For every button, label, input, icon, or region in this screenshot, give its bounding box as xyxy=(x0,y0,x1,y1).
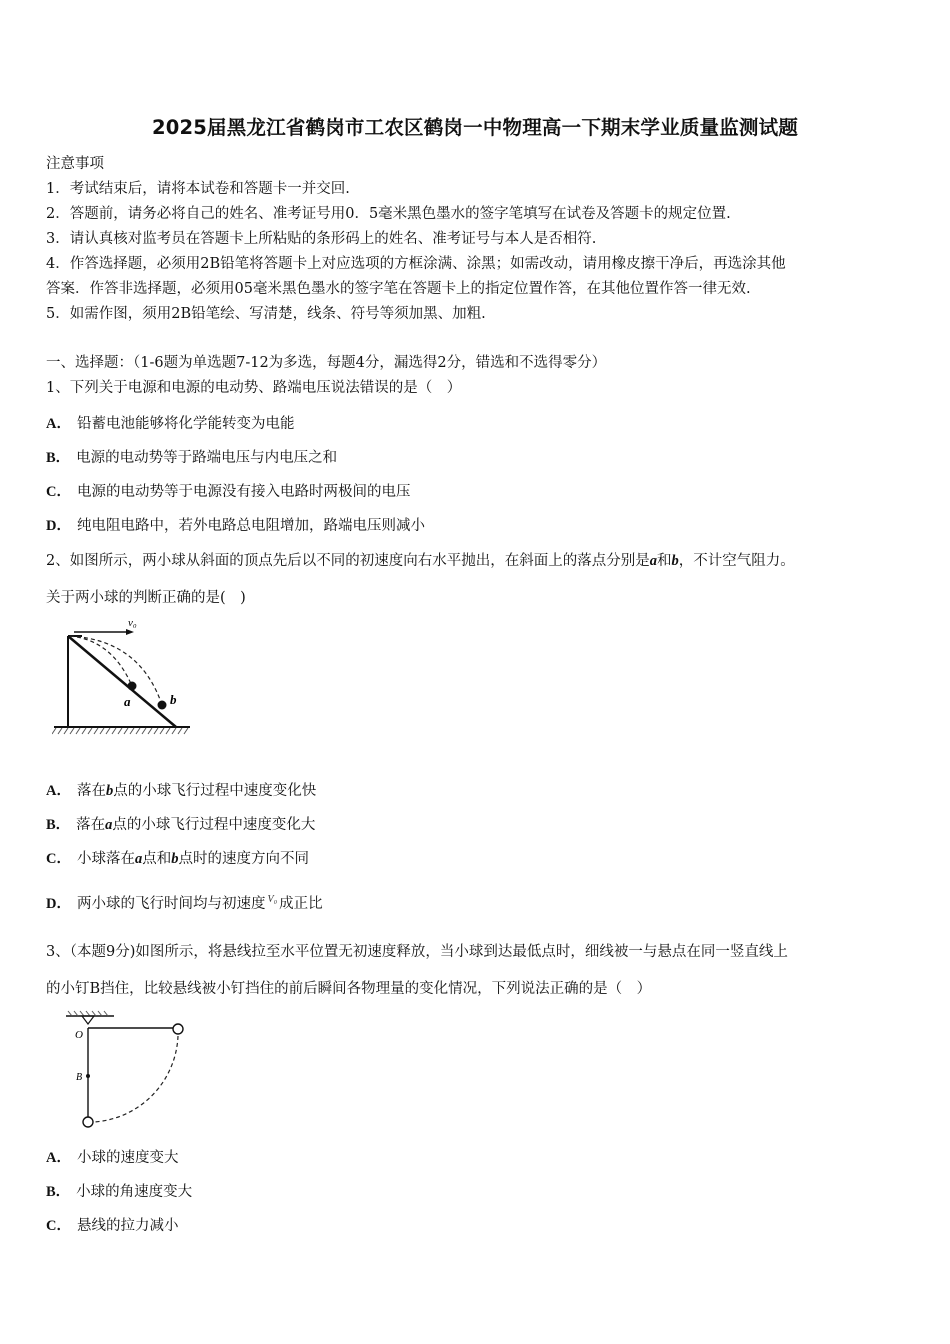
pivot-o-label: O xyxy=(75,1029,83,1041)
question-2-stem-2: 关于两小球的判断正确的是( ) xyxy=(46,590,246,606)
q3-option-a: A． 小球的速度变大 xyxy=(46,1150,179,1166)
question-3-stem: 3、（本题9分)如图所示，将悬线拉至水平位置无初速度释放，当小球到达最低点时，细线被一与悬点在同一竖直线上 xyxy=(46,944,788,960)
q1-option-d: D． 纯电阻电路中，若外电路总电阻增加，路端电压则减小 xyxy=(46,518,425,534)
projectile-incline-figure xyxy=(52,614,194,738)
nail-b-label: B xyxy=(76,1072,83,1083)
q1-option-b: B． 电源的电动势等于路端电压与内电压之和 xyxy=(46,450,338,466)
q2-option-c: C． 小球落在a点和b点时的速度方向不同 xyxy=(46,851,309,867)
v0-label: v₀ xyxy=(128,617,137,629)
question-2-stem: 2、如图所示，两小球从斜面的顶点先后以不同的初速度向右水平抛出，在斜面上的落点分别是a和b，不计空气阻力。 xyxy=(46,553,795,569)
point-a-label: a xyxy=(124,694,131,709)
notice-item: 4．作答选择题，必须用2B铅笔将答题卡上对应选项的方框涂满、涂黑；如需改动，请用橡皮擦干净后，再选涂其他 xyxy=(46,256,786,272)
point-b-label: b xyxy=(170,692,177,707)
notice-item: 5．如需作图，须用2B铅笔绘、写清楚，线条、符号等须加黑、加粗. xyxy=(46,306,486,322)
notice-item: 2．答题前，请务必将自己的姓名、准考证号用0．5毫米黑色墨水的签字笔填写在试卷及答题卡的规定位置. xyxy=(46,206,731,222)
q2-option-b: B． 落在a点的小球飞行过程中速度变化大 xyxy=(46,817,316,833)
q2-option-a: A． 落在b点的小球飞行过程中速度变化快 xyxy=(46,783,317,799)
q3-option-b: B． 小球的角速度变大 xyxy=(46,1184,193,1200)
section-heading: 一、选择题：（1-6题为单选题7-12为多选，每题4分，漏选得2分，错选和不选得零分） xyxy=(46,355,607,371)
notice-heading: 注意事项 xyxy=(46,156,104,172)
q2-option-d: D． 两小球的飞行时间均与初速度 $^{V_0}$ 成正比 xyxy=(46,894,323,912)
q1-option-c: C． 电源的电动势等于电源没有接入电路时两极间的电压 xyxy=(46,484,411,500)
notice-item: 1．考试结束后，请将本试卷和答题卡一并交回. xyxy=(46,181,350,197)
pendulum-figure xyxy=(58,1010,198,1132)
question-3-stem-2: 的小钉B挡住，比较悬线被小钉挡住的前后瞬间各物理量的变化情况，下列说法正确的是（ ） xyxy=(46,981,652,997)
notice-item: 3．请认真核对监考员在答题卡上所粘贴的条形码上的姓名、准考证号与本人是否相符. xyxy=(46,231,597,247)
q1-option-a: A． 铅蓄电池能够将化学能转变为电能 xyxy=(46,416,295,432)
question-1-stem: 1、下列关于电源和电源的电动势、路端电压说法错误的是（ ） xyxy=(46,380,462,396)
page-title: 2025届黑龙江省鹤岗市工农区鹤岗一中物理高一下期末学业质量监测试题 xyxy=(151,116,799,139)
notice-item: 答案．作答非选择题，必须用05毫米黑色墨水的签字笔在答题卡上的指定位置作答，在其他位置作答一律无效. xyxy=(46,281,751,297)
q3-option-c: C． 悬线的拉力减小 xyxy=(46,1218,179,1234)
